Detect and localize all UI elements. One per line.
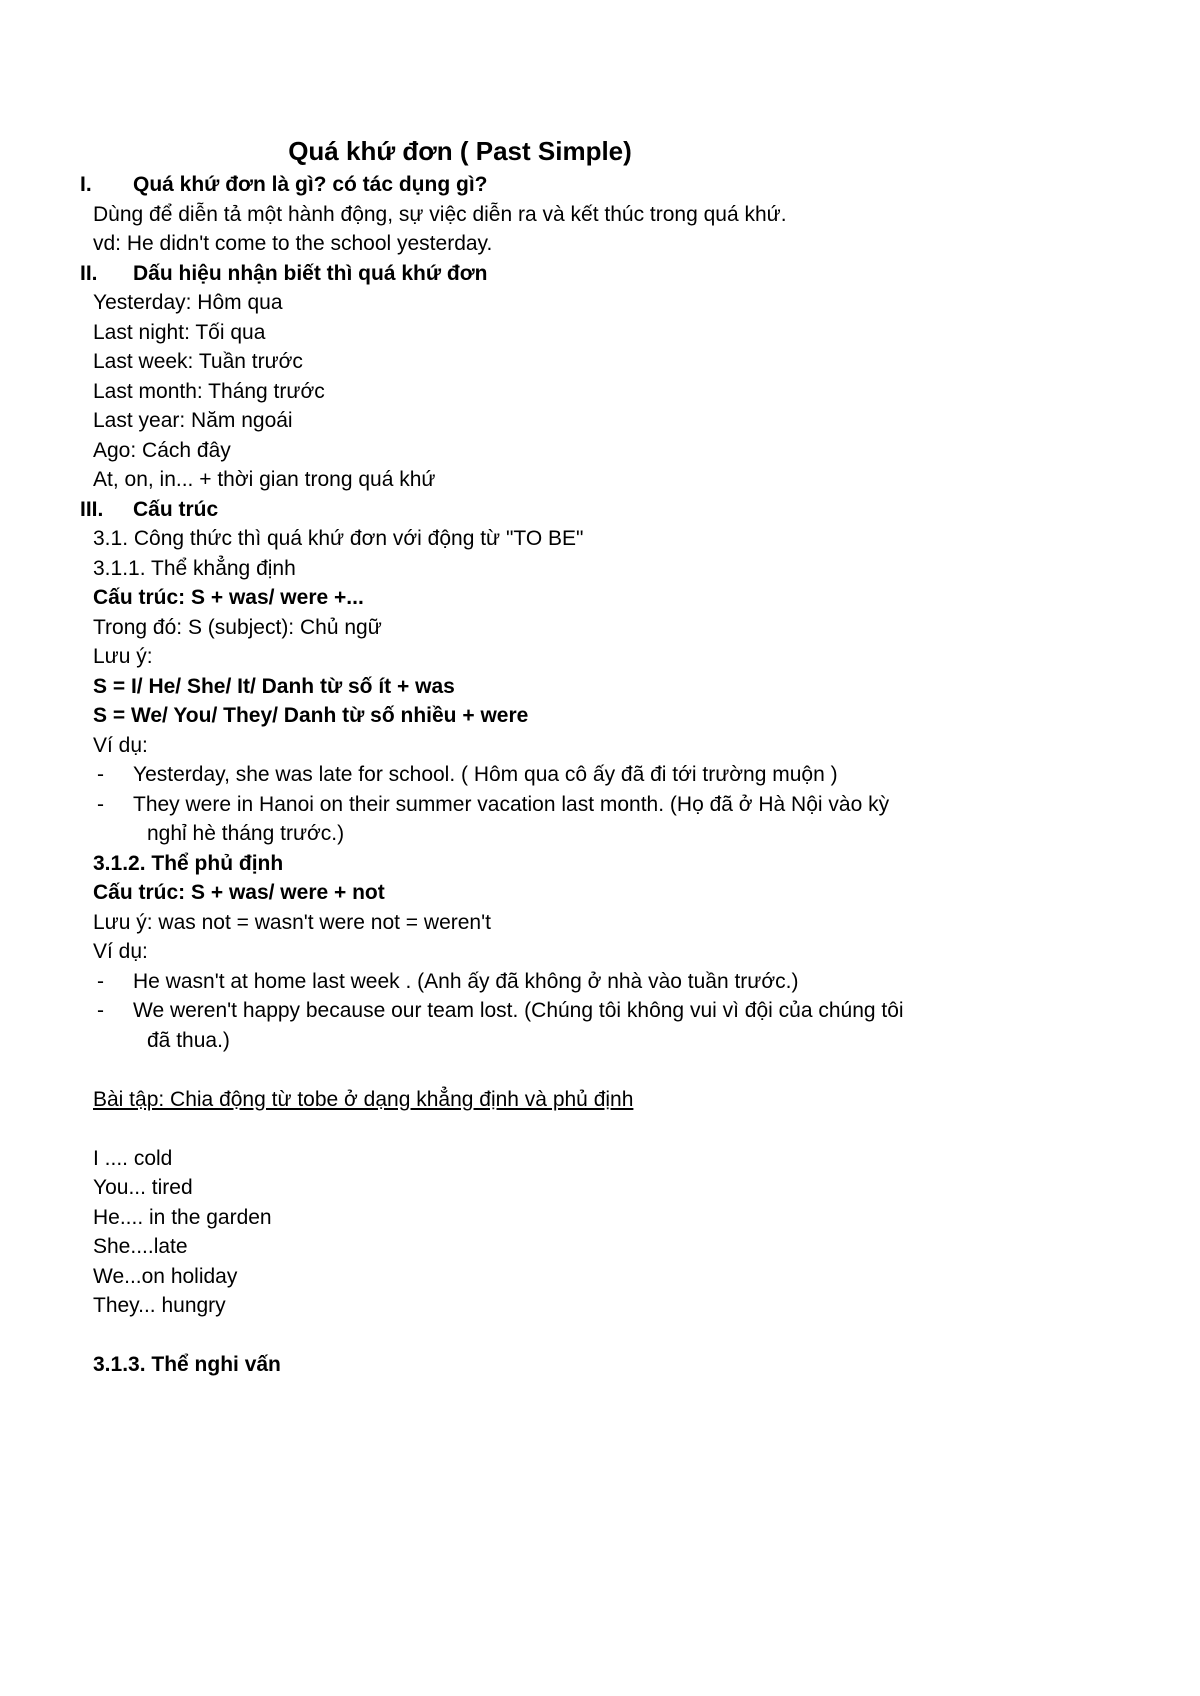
signal-word: Last year: Năm ngoái <box>93 409 293 432</box>
section-title: Cấu trúc <box>133 497 219 521</box>
section-title: Dấu hiệu nhận biết thì quá khứ đơn <box>133 261 488 285</box>
rule-were: S = We/ You/ They/ Danh từ số nhiều + were <box>93 704 529 727</box>
section-heading-1 <box>0 170 1200 200</box>
example-item <box>0 996 1200 1026</box>
example-continuation: nghỉ hè tháng trước.) <box>147 822 345 845</box>
signal-word: Last month: Tháng trước <box>93 379 325 403</box>
example-text: vd: He didn't come to the school yesterday. <box>93 232 493 255</box>
definition-text: Dùng để diễn tả một hành động, sự việc diễn ra và kết thúc trong quá khứ. <box>93 202 787 226</box>
blank-line <box>0 1114 1200 1144</box>
exercise-item: I .... cold <box>93 1146 173 1170</box>
signal-word: At, on, in... + thời gian trong quá khứ <box>93 468 436 491</box>
note-label: Lưu ý: <box>93 645 153 668</box>
blank-line <box>0 1055 1200 1085</box>
exercise-item: We...on holiday <box>93 1264 238 1288</box>
signal-word: Yesterday: Hôm qua <box>93 291 283 314</box>
example-continuation: đã thua.) <box>147 1028 230 1052</box>
exercise-item: You... tired <box>93 1176 193 1199</box>
example-item <box>0 790 1200 820</box>
blank-line <box>0 1321 1200 1351</box>
example-text: Yesterday, she was late for school. ( Hôm qua cô ấy đã đi tới trường muộn ) <box>133 763 838 786</box>
exercise-item: They... hungry <box>93 1294 226 1317</box>
affirmative-structure: Cấu trúc: S + was/ were +... <box>93 586 364 609</box>
document-title: Quá khứ đơn ( Past Simple) <box>288 136 632 166</box>
subsection-heading: 3.1. Công thức thì quá khứ đơn với động từ "TO BE" <box>93 527 584 550</box>
section-heading-2 <box>0 259 1200 289</box>
affirmative-heading: 3.1.1. Thể khẳng định <box>93 556 296 580</box>
document-body <box>0 170 1200 1380</box>
exercise-heading: Bài tập: Chia động từ tobe ở dạng khẳng định và phủ định <box>93 1087 634 1111</box>
example-label: Ví dụ: <box>93 940 148 963</box>
signal-word: Last night: Tối qua <box>93 320 266 344</box>
example-item <box>0 760 1200 790</box>
example-item <box>0 967 1200 997</box>
negative-structure: Cấu trúc: S + was/ were + not <box>93 881 385 904</box>
section-title: Quá khứ đơn là gì? có tác dụng gì? <box>133 173 488 196</box>
example-label: Ví dụ: <box>93 733 148 757</box>
example-text: We weren't happy because our team lost. (Chúng tôi không vui vì đội của chúng tôi <box>133 999 904 1022</box>
where-text: Trong đó: S (subject): Chủ ngữ <box>93 615 382 639</box>
bullet-dash: - <box>97 999 104 1022</box>
exercise-item: She....late <box>93 1235 188 1258</box>
signal-word: Last week: Tuần trước <box>93 350 303 373</box>
signal-word: Ago: Cách đây <box>93 438 231 462</box>
negative-heading: 3.1.2. Thể phủ định <box>93 851 284 875</box>
bullet-dash: - <box>97 792 104 816</box>
negative-note: Lưu ý: was not = wasn't were not = weren't <box>93 910 491 934</box>
section-number: II. <box>80 261 98 285</box>
section-heading-3 <box>0 495 1200 525</box>
example-text: He wasn't at home last week . (Anh ấy đã không ở nhà vào tuần trước.) <box>133 969 799 993</box>
bullet-dash: - <box>97 763 104 786</box>
bullet-dash: - <box>97 969 104 993</box>
exercise-item: He.... in the garden <box>93 1205 272 1229</box>
section-number: I. <box>80 173 92 196</box>
rule-was: S = I/ He/ She/ It/ Danh từ số ít + was <box>93 674 455 698</box>
section-number: III. <box>80 497 104 521</box>
example-text: They were in Hanoi on their summer vacation last month. (Họ đã ở Hà Nội vào kỳ <box>133 792 890 816</box>
question-heading: 3.1.3. Thể nghi vấn <box>93 1353 281 1376</box>
